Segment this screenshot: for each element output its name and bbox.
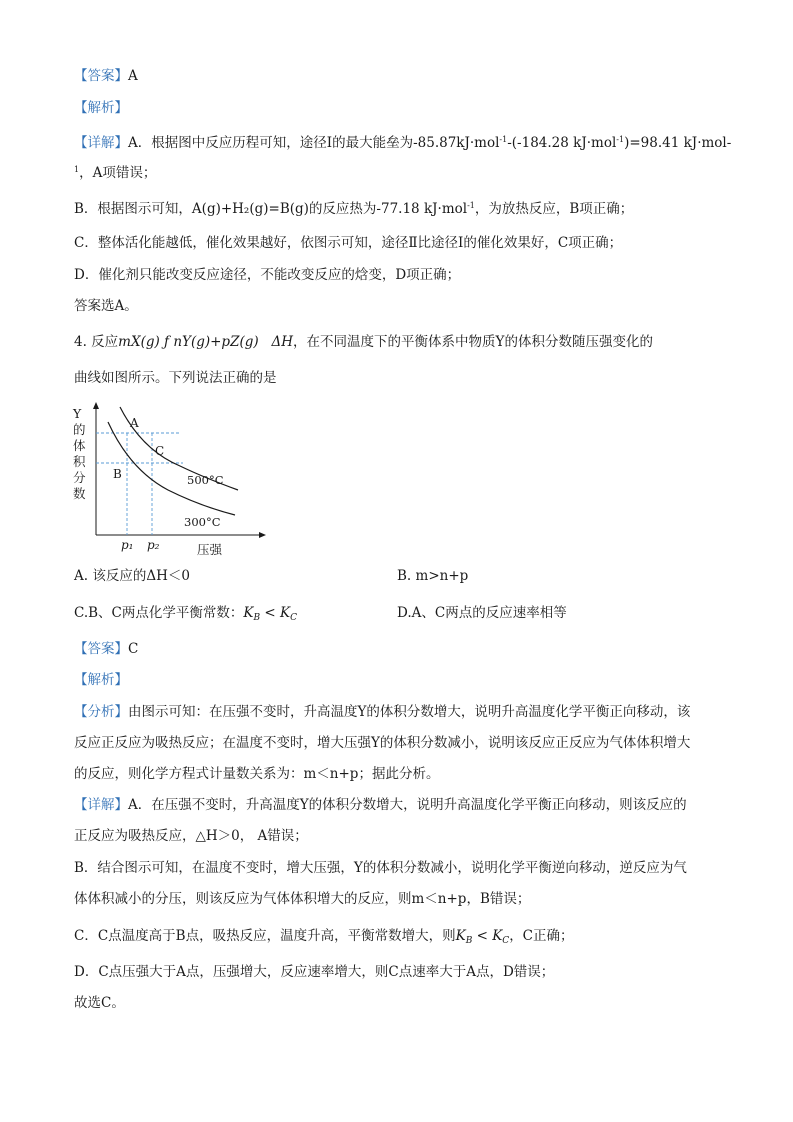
fenxi-line3: 的反应，则化学方程式计量数关系为：m＜n+p；据此分析。	[74, 766, 440, 782]
svg-text:体: 体	[73, 438, 86, 453]
y-axis-label	[72, 406, 86, 501]
xiangjie-b-line1: B．结合图示可知，在温度不变时，增大压强，Y的体积分数减小，说明化学平衡逆向移动，逆反应为气	[74, 860, 687, 876]
xiangjie-a-line1: 【详解】A．在压强不变时，升高温度Y的体积分数增大，说明升高温度化学平衡正向移动，则该反应的	[74, 797, 687, 813]
q3-conclusion: 答案选A。	[74, 298, 138, 314]
x-axis-arrow	[259, 532, 266, 538]
xiangjie-a-line2: 正反应为吸热反应，△H＞0， A错误；	[74, 828, 308, 844]
fenxi-line2: 反应正反应为吸热反应；在温度不变时，增大压强Y的体积分数减小，说明该反应正反应为气体体积增大	[74, 735, 691, 751]
svg-text:积: 积	[73, 454, 86, 469]
option-a: A. 该反应的ΔH＜0	[74, 568, 190, 584]
answer-line-q3	[74, 66, 138, 86]
point-a-label: A	[130, 416, 139, 430]
p2-label: p₂	[147, 538, 160, 552]
detail-c-line: C．整体活化能越低，催化效果越好，依图示可知，途径Ⅱ比途径Ⅰ的催化效果好，C项正确；	[74, 235, 623, 251]
xiangjie-b-line2: 体体积减小的分压，则该反应为气体体积增大的反应，则m＜n+p，B错误；	[74, 891, 531, 907]
svg-text:数: 数	[73, 486, 86, 501]
y-axis-arrow	[93, 402, 99, 409]
pressure-volume-fraction-chart	[70, 402, 270, 562]
x-axis-label: 压强	[197, 542, 223, 557]
option-b: B. m>n+p	[397, 568, 469, 584]
svg-text:的: 的	[73, 422, 86, 437]
fenxi-line1: 【分析】由图示可知：在压强不变时，升高温度Y的体积分数增大，说明升高温度化学平衡正向移动，该	[74, 704, 691, 720]
detail-a-line2: $^1$，A项错误；	[74, 165, 157, 181]
xiangjie-c-line: C．C点温度高于B点，吸热反应，温度升高，平衡常数增大，则$K_B < K_C$，C正确；	[74, 928, 574, 946]
p1-label: p₁	[121, 538, 134, 552]
curve-500c-label: 500°C	[187, 473, 224, 487]
option-d: D.A、C两点的反应速率相等	[397, 605, 567, 621]
point-b-label: B	[113, 467, 122, 481]
q4-equation: mX(g) ƒ nY(g)+pZ(g)	[118, 334, 259, 350]
point-c-label: C	[155, 444, 165, 458]
detail-b-line: B．根据图示可知，A(g)+H₂(g)=B(g)的反应热为-77.18 kJ·mol$^{-1}$，为放热反应，B项正确；	[74, 201, 634, 217]
answer-line-q4: 【答案】C	[74, 641, 139, 657]
q4-conclusion: 故选C。	[74, 995, 125, 1011]
equation-b: A(g)+H₂(g)=B(g)	[191, 201, 309, 217]
option-c: C.B、C两点化学平衡常数：$K_B < K_C$	[74, 605, 297, 623]
q4-stem-line2: 曲线如图所示。下列说法正确的是	[74, 370, 277, 386]
answer-tag: 【答案】	[74, 68, 128, 84]
curve-300c-label: 300°C	[184, 515, 221, 529]
detail-a-line1: 【详解】A．根据图中反应历程可知，途径Ⅰ的最大能垒为-85.87kJ·mol$^{-1}$-(-184.28 kJ·mol$^{-1}$)=98.41 kJ·mol-	[74, 135, 732, 151]
analysis-tag-q3: 【解析】	[74, 100, 128, 116]
q4-stem-line1: 4. 反应mX(g) ƒ nY(g)+pZ(g) ΔH，在不同温度下的平衡体系中物质Y的体积分数随压强变化的	[74, 334, 653, 350]
detail-d-line: D．催化剂只能改变反应途径，不能改变反应的焓变，D项正确；	[74, 267, 461, 283]
answer-value: A	[128, 68, 138, 84]
option-c-inequality: $K_B < K_C$	[243, 605, 297, 623]
svg-text:Y: Y	[73, 406, 82, 421]
analysis-tag-q4: 【解析】	[74, 672, 128, 688]
svg-text:分: 分	[73, 470, 86, 485]
xiangjie-d-line: D．C点压强大于A点，压强增大，反应速率增大，则C点速率大于A点，D错误；	[74, 964, 555, 980]
xiangjie-c-inequality: $K_B < K_C$	[455, 928, 510, 946]
